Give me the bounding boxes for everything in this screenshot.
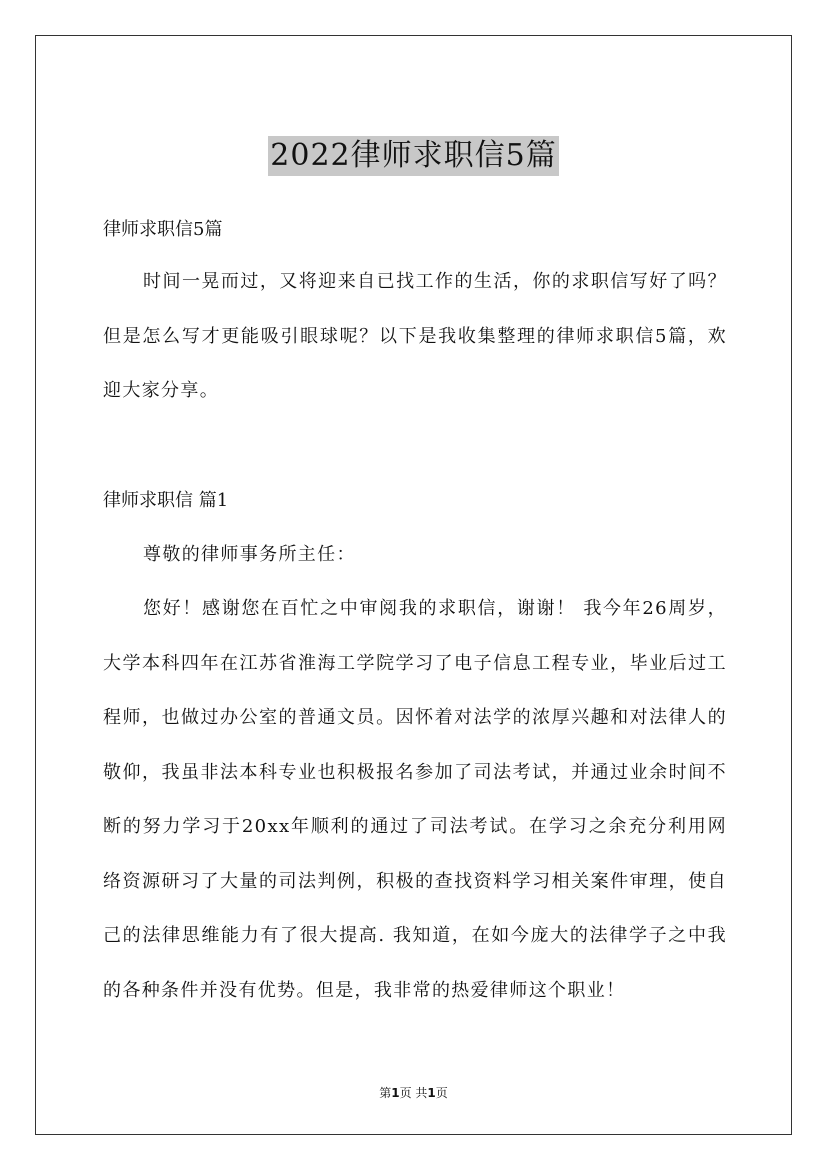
footer-prefix: 第 <box>379 1086 392 1100</box>
footer-suffix: 页 <box>435 1086 448 1100</box>
footer-page-current: 1 <box>391 1086 400 1100</box>
page-footer <box>36 1084 791 1102</box>
letter-body: 您好！感谢您在百忙之中审阅我的求职信，谢谢！ 我今年26周岁，大学本科四年在江苏省淮海工学院学习了电子信息工程专业，毕业后过工程师，也做过办公室的普通文员。因怀着对法学的浓厚兴趣和对法律人的敬仰，我虽非法本科专业也积极报名参加了司法考试，并通过业余时间不断的努力学习于20xx年顺利的通过了司法考试。在学习之余充分利用网络资源研习了大量的司法判例，积极的查找资料学习相关案件审理，使自己的法律思维能力有了很大提高. 我知道，在如今庞大的法律学子之中我的各种条件并没有优势。但是，我非常的热爱律师这个职业！ <box>103 598 727 1001</box>
document-subtitle: 律师求职信5篇 <box>103 219 223 240</box>
footer-mid: 页 共 <box>399 1086 428 1100</box>
title-container <box>36 136 791 176</box>
document-title: 2022律师求职信5篇 <box>268 136 558 176</box>
section-heading: 律师求职信 篇1 <box>103 490 229 511</box>
document-page <box>35 35 792 1135</box>
intro-paragraph: 时间一晃而过，又将迎来自已找工作的生活，你的求职信写好了吗？但是怎么写才更能吸引眼球呢？以下是我收集整理的律师求职信5篇，欢迎大家分享。 <box>103 271 727 401</box>
footer-page-total: 1 <box>427 1086 436 1100</box>
salutation: 尊敬的律师事务所主任： <box>143 544 356 565</box>
